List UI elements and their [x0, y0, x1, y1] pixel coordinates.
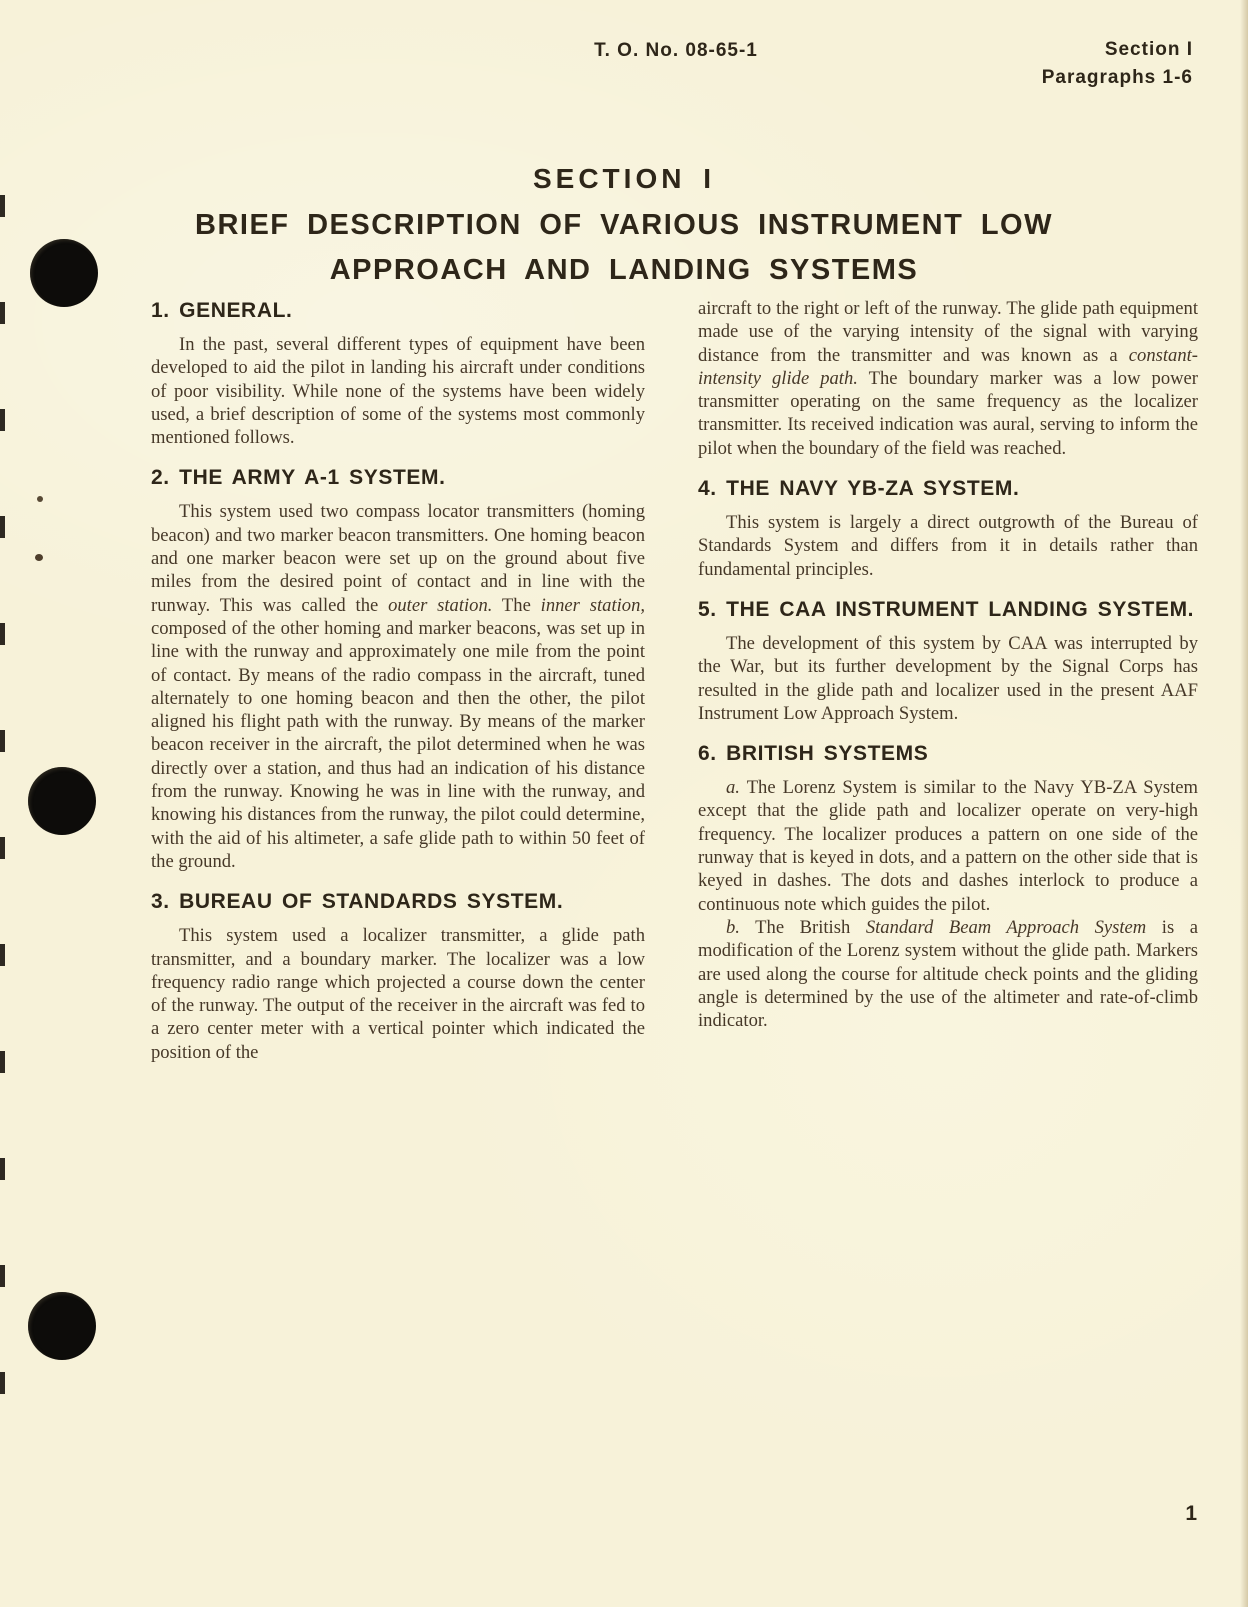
section-heading: 6. BRITISH SYSTEMS [698, 742, 929, 766]
body-paragraph [698, 511, 1198, 581]
body-paragraph [151, 500, 645, 873]
text-run: The boundary marker was a low power transmitter operating on the same frequency as the localizer transmitter. Its received indication was aural, serving to inform the pilot when the boundary of the field was reached. [698, 367, 1198, 459]
text-run: The development of this system by CAA was interrupted by the War, but its further development by the Signal Corps has resulted in the glide path and localizer used in the present AAF Instrument Low Approach System. [698, 632, 1198, 724]
title-line-2: BRIEF DESCRIPTION OF VARIOUS INSTRUMENT LOW [195, 209, 1053, 241]
title-line-1: SECTION I [532, 163, 715, 194]
text-run: This system is largely a direct outgrowth of the Bureau of Standards System and differs from it in details rather than fundamental principles. [698, 512, 1198, 580]
paper-speck [37, 496, 43, 502]
right-column [698, 297, 1198, 1032]
page-number: 1 [1185, 1502, 1197, 1525]
italic-text-run: outer station. [388, 594, 493, 616]
paper-speck [35, 554, 43, 561]
body-paragraph [698, 632, 1198, 725]
section-heading: 4. THE NAVY YB-ZA SYSTEM. [698, 477, 1020, 501]
title-line-3: APPROACH AND LANDING SYSTEMS [329, 254, 919, 286]
text-run: composed of the other homing and marker beacons, was set up in line with the runway and approximately one mile from the point of contact. By means of the radio compass in the aircraft, tuned alternately to one homing beacon and then the other, the pilot aligned his flight path with the runway. By means of the marker beacon receiver in the aircraft, the pilot determined when he was directly over a station, and thus had an indication of his distance from the runway. Knowing he was in line with the runway, and knowing his distances from the runway, the pilot could determine, with the aid of his altimeter, a safe glide path to within 50 feet of the ground. [151, 617, 645, 872]
header-paragraphs-label: Paragraphs 1-6 [1041, 67, 1193, 88]
text-run: In the past, several different types of equipment have been developed to aid the pilot in landing his aircraft under conditions of poor visibility. While none of the systems have been widely used, a brief description of some of the systems most commonly mentioned follows. [151, 334, 645, 449]
text-run: The [492, 594, 541, 616]
section-heading: 3. BUREAU OF STANDARDS SYSTEM. [151, 890, 564, 914]
text-run: aircraft to the right or left of the runway. The glide path equipment made use of the varying intensity of the signal with varying distance from the transmitter and was known as a [698, 298, 1198, 366]
punch-hole [28, 1292, 96, 1360]
punch-hole [28, 767, 96, 835]
punch-hole [30, 239, 98, 307]
page-edge-shadow [1240, 0, 1248, 1607]
text-run: The Lorenz System is similar to the Navy YB-ZA System except that the glide path and localizer operate on very-high frequency. The localizer produces a pattern on one side of the runway that is keyed in dots, and a pattern on the other side that is keyed in dashes. The dots and dashes interlock to produce a continuous note which guides the pilot. [698, 777, 1198, 915]
header-right [1042, 36, 1193, 92]
body-paragraph [698, 776, 1198, 916]
body-paragraph [151, 333, 645, 449]
text-run: This system used two compass locator transmitters (homing beacon) and two marker beacon transmitters. One homing beacon and one marker beacon were set up on the ground about five miles from the desired point of contact and in line with the runway. This was called the [151, 501, 645, 616]
body-paragraph [151, 924, 645, 1064]
italic-text-run: Standard Beam Approach System [865, 916, 1147, 938]
italic-text-run: constant-intensity glide path. [698, 344, 1198, 389]
section-heading: 1. GENERAL. [151, 299, 293, 322]
text-run: is a modification of the Lorenz system without the glide path. Markers are used along the course for altitude check points and the gliding angle is determined by the use of the altimeter and rate-of-climb indicator. [698, 916, 1198, 1032]
section-heading: 5. THE CAA INSTRUMENT LANDING SYSTEM. [698, 597, 1195, 621]
left-column [151, 299, 645, 1064]
header-section-label: Section I [1104, 39, 1193, 60]
doc-number: T. O. No. 08-65-1 [594, 40, 758, 61]
binding-edge-marks [0, 195, 5, 1475]
body-paragraph [698, 297, 1198, 460]
italic-text-run: b. [726, 916, 740, 938]
italic-text-run: a. [726, 777, 740, 799]
section-title [104, 163, 1144, 287]
text-run: The British [739, 916, 866, 938]
body-paragraph [698, 916, 1198, 1032]
section-heading: 2. THE ARMY A-1 SYSTEM. [151, 466, 446, 490]
text-run: This system used a localizer transmitter, a glide path transmitter, and a boundary marker. The localizer was a low frequency radio range which projected a course down the center of the runway. The output of the receiver in the aircraft was fed to a zero center meter with a vertical pointer which indicated the position of the [151, 925, 645, 1063]
italic-text-run: inner station, [540, 594, 646, 616]
